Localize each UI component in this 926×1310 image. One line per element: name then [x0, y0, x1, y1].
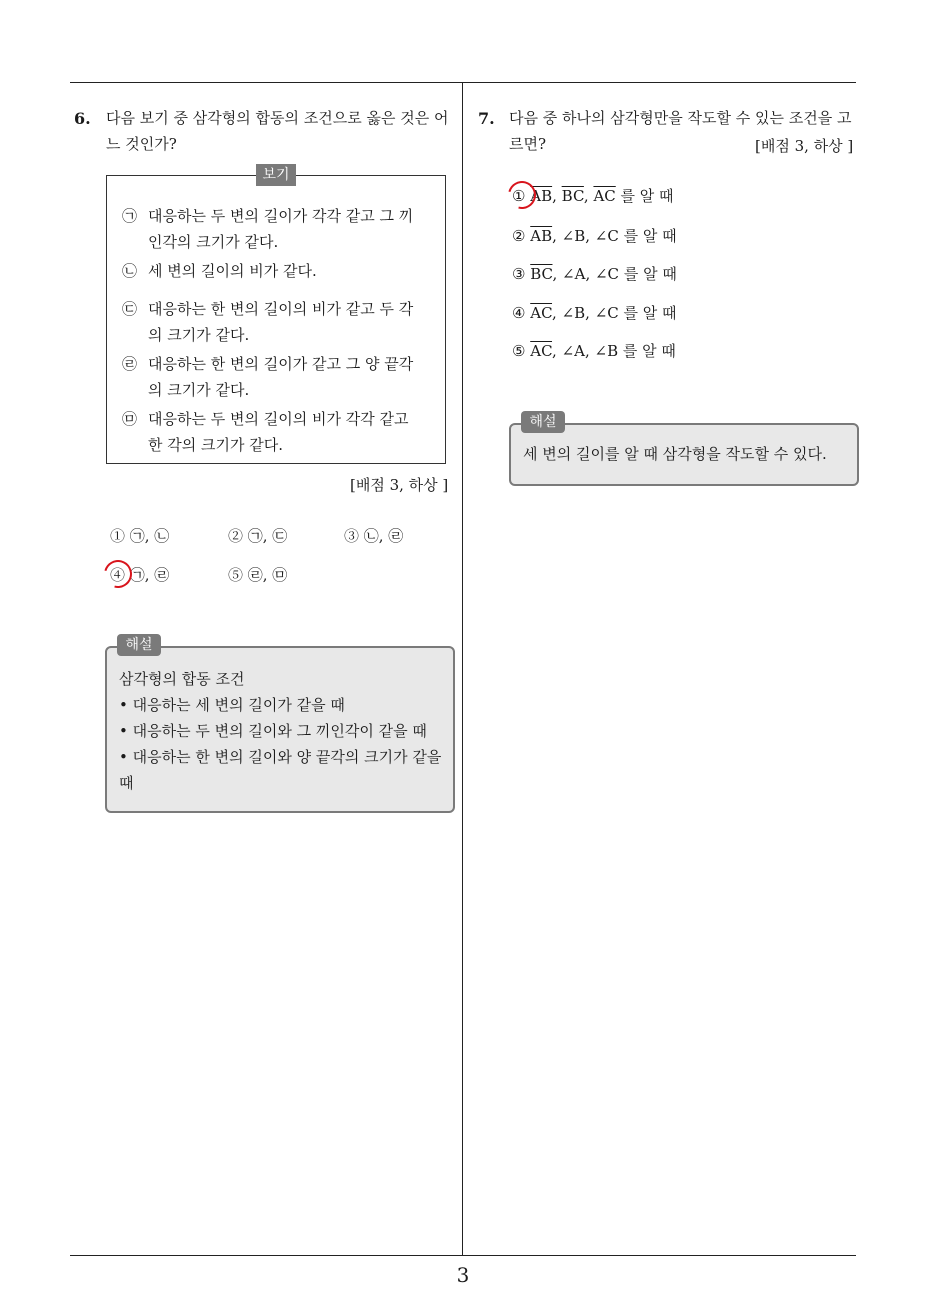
bogi-item-text: 세 변의 길이의 비가 같다.: [148, 262, 317, 280]
q7-choice-5[interactable]: ⑤ $\overline{AC}$, ∠A, ∠B 를 알 때: [512, 342, 676, 360]
choice-number: ①: [512, 187, 526, 205]
segment: $\overline{AC}$: [593, 187, 616, 205]
segment: $\overline{AC}$: [530, 342, 553, 360]
column-divider: [462, 82, 463, 1255]
q7-choice-2[interactable]: ② $\overline{AB}$, ∠B, ∠C 를 알 때: [512, 227, 677, 245]
question-6-number: 6.: [74, 109, 91, 128]
bogi-item-5: [122, 406, 422, 454]
angle: ∠A: [561, 342, 585, 360]
segment: $\overline{BC}$: [561, 187, 584, 205]
angle: ∠C: [594, 304, 619, 322]
q6-solution-line: • 대응하는 두 변의 길이와 그 끼인각이 같을 때: [119, 722, 427, 740]
bogi-item-marker: ㉠: [122, 207, 138, 225]
q6-choice-5[interactable]: ⑤ ㉣, ㉤: [228, 566, 288, 584]
bogi-item-marker: ㉡: [122, 262, 138, 280]
bottom-rule: [70, 1255, 856, 1256]
choice-number: ②: [512, 227, 526, 245]
q6-choice-3[interactable]: ③ ㉡, ㉣: [344, 527, 404, 545]
choice-number: ⑤: [512, 342, 526, 360]
answer-circle-mark-icon: [99, 555, 137, 593]
page-number: 3: [456, 1263, 470, 1287]
question-6-line1: 다음 보기 중 삼각형의 합동의 조건으로 옳은 것은 어: [106, 109, 449, 127]
angle: ∠A: [562, 265, 586, 283]
bogi-item-marker: ㉢: [122, 300, 138, 318]
bogi-item-2: [122, 258, 422, 284]
choice-number: ④: [512, 304, 526, 322]
choice-tail: 를 알 때: [623, 227, 677, 245]
q6-solution-line: • 대응하는 세 변의 길이가 같을 때: [119, 696, 345, 714]
question-7-line2: 르면?: [509, 135, 547, 153]
bogi-label: 보기: [256, 164, 296, 186]
q7-choice-3[interactable]: ③ $\overline{BC}$, ∠A, ∠C 를 알 때: [512, 265, 677, 283]
question-6-score: [배점 3, 하상 ]: [350, 476, 449, 494]
angle: ∠B: [594, 342, 619, 360]
bogi-item-text: 대응하는 한 변의 길이가 같고 그 양 끝각의 크기가 같다.: [148, 355, 414, 399]
angle: ∠B: [561, 227, 586, 245]
answer-circle-mark-icon: [503, 176, 541, 214]
bogi-item-1: [122, 203, 422, 251]
segment: $\overline{AB}$: [530, 227, 553, 245]
bogi-item-text: 대응하는 두 변의 길이의 비가 각각 같고 한 각의 크기가 같다.: [148, 410, 409, 454]
segment: $\overline{AC}$: [530, 304, 553, 322]
choice-tail: 를 알 때: [623, 304, 677, 322]
q6-solution-box: [105, 646, 455, 813]
q6-choice-1[interactable]: ① ㉠, ㉡: [110, 527, 170, 545]
bogi-item-text: 대응하는 두 변의 길이가 각각 같고 그 끼인각의 크기가 같다.: [148, 207, 414, 251]
question-7-score: [배점 3, 하상 ]: [755, 137, 854, 155]
question-6-line2: 느 것인가?: [106, 135, 177, 153]
q7-solution-label: 해설: [521, 411, 565, 433]
q6-solution-line: • 대응하는 한 변의 길이와 양 끝각의 크기가 같을: [119, 748, 442, 766]
q6-solution-line: 때: [119, 774, 134, 792]
segment: $\overline{AB}$: [530, 187, 553, 205]
q7-choice-4[interactable]: ④ $\overline{AC}$, ∠B, ∠C 를 알 때: [512, 304, 677, 322]
angle: ∠B: [561, 304, 586, 322]
bogi-item-3: [122, 296, 422, 344]
choice-tail: 를 알 때: [623, 265, 677, 283]
angle: ∠C: [594, 227, 619, 245]
angle: ∠C: [594, 265, 620, 283]
bogi-item-marker: ㉤: [122, 410, 138, 428]
question-7-number: 7.: [478, 109, 495, 128]
segment: $\overline{BC}$: [530, 265, 553, 283]
q6-solution-line: 삼각형의 합동 조건: [119, 670, 245, 688]
choice-number: ③: [512, 265, 526, 283]
q6-choice-4[interactable]: ④ ㉠, ㉣: [110, 566, 170, 584]
bogi-item-text: 대응하는 한 변의 길이의 비가 같고 두 각의 크기가 같다.: [148, 300, 414, 344]
question-7-line1: 다음 중 하나의 삼각형만을 작도할 수 있는 조건을 고: [509, 109, 852, 127]
q7-solution-text: 세 변의 길이를 알 때 삼각형을 작도할 수 있다.: [523, 445, 827, 463]
q7-choice-1[interactable]: ① $\overline{AB}$, $\overline{BC}$, $\overline{AC}$ 를 알 때: [512, 187, 674, 205]
bogi-item-4: [122, 351, 422, 399]
q6-choice-2[interactable]: ② ㉠, ㉢: [228, 527, 288, 545]
q6-solution-label: 해설: [117, 634, 161, 656]
bogi-item-marker: ㉣: [122, 355, 138, 373]
choice-tail: 를 알 때: [622, 342, 676, 360]
choice-tail: 를 알 때: [620, 187, 674, 205]
top-rule: [70, 82, 856, 83]
